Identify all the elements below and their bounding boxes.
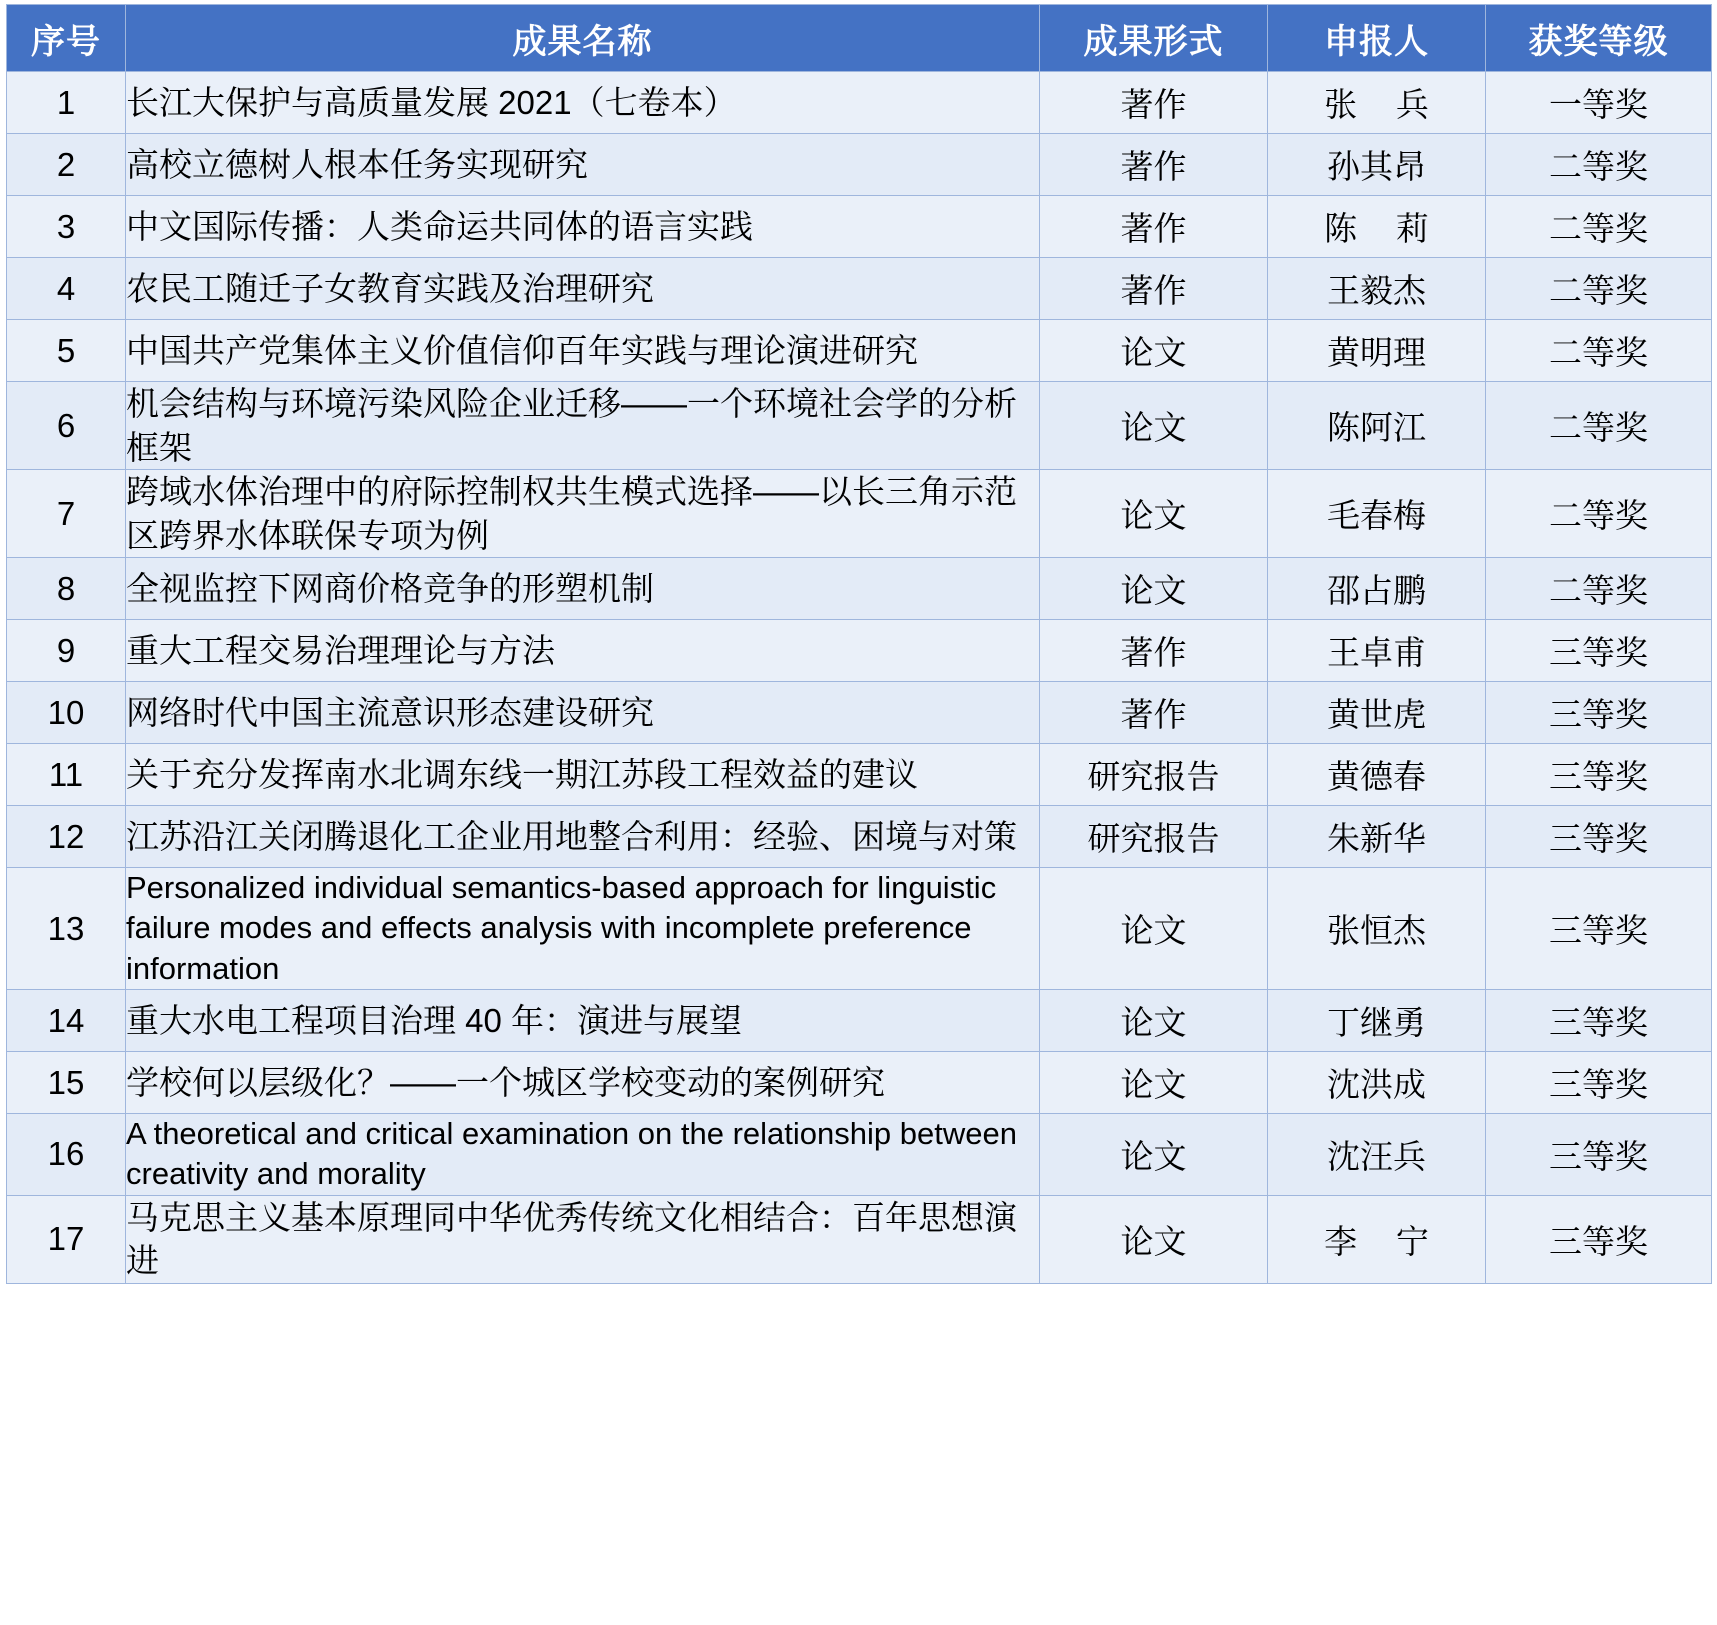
cell-person: 陈 莉 [1268,196,1486,258]
cell-title: Personalized individual semantics-based approach for linguistic failure modes and effects analysis with incomplete preference information [126,868,1040,990]
cell-award: 二等奖 [1486,558,1712,620]
cell-index: 15 [7,1052,126,1114]
cell-person: 邵占鹏 [1268,558,1486,620]
cell-form: 论文 [1040,470,1268,558]
cell-person: 丁继勇 [1268,990,1486,1052]
cell-title: 机会结构与环境污染风险企业迁移——一个环境社会学的分析框架 [126,382,1040,470]
cell-title: 全视监控下网商价格竞争的形塑机制 [126,558,1040,620]
cell-form: 论文 [1040,1195,1268,1283]
cell-award: 二等奖 [1486,320,1712,382]
cell-form: 论文 [1040,558,1268,620]
cell-index: 4 [7,258,126,320]
cell-index: 11 [7,744,126,806]
cell-index: 2 [7,134,126,196]
table-row [7,682,1712,744]
column-header-title: 成果名称 [126,5,1040,72]
cell-index: 1 [7,72,126,134]
cell-award: 三等奖 [1486,806,1712,868]
cell-award: 二等奖 [1486,258,1712,320]
table-row [7,806,1712,868]
table-row [7,744,1712,806]
cell-award: 一等奖 [1486,72,1712,134]
cell-title: 跨域水体治理中的府际控制权共生模式选择——以长三角示范区跨界水体联保专项为例 [126,470,1040,558]
cell-title: 重大工程交易治理理论与方法 [126,620,1040,682]
cell-title: 学校何以层级化？——一个城区学校变动的案例研究 [126,1052,1040,1114]
table-row [7,72,1712,134]
column-header-person: 申报人 [1268,5,1486,72]
cell-form: 著作 [1040,620,1268,682]
table-row [7,620,1712,682]
cell-index: 6 [7,382,126,470]
cell-award: 三等奖 [1486,620,1712,682]
cell-award: 二等奖 [1486,196,1712,258]
table-row [7,320,1712,382]
table-row [7,470,1712,558]
cell-index: 16 [7,1114,126,1196]
table-row [7,868,1712,990]
cell-person: 李 宁 [1268,1195,1486,1283]
cell-person: 陈阿江 [1268,382,1486,470]
cell-title: 马克思主义基本原理同中华优秀传统文化相结合：百年思想演进 [126,1195,1040,1283]
cell-award: 三等奖 [1486,1114,1712,1196]
table-header [7,5,1712,72]
table-row [7,382,1712,470]
table-row [7,1195,1712,1283]
cell-award: 三等奖 [1486,1052,1712,1114]
cell-person: 沈洪成 [1268,1052,1486,1114]
cell-title: 长江大保护与高质量发展 2021（七卷本） [126,72,1040,134]
cell-form: 著作 [1040,134,1268,196]
cell-index: 17 [7,1195,126,1283]
cell-index: 3 [7,196,126,258]
cell-title: 关于充分发挥南水北调东线一期江苏段工程效益的建议 [126,744,1040,806]
table-header-row [7,5,1712,72]
cell-person: 毛春梅 [1268,470,1486,558]
cell-form: 著作 [1040,72,1268,134]
cell-award: 二等奖 [1486,470,1712,558]
cell-index: 5 [7,320,126,382]
cell-person: 沈汪兵 [1268,1114,1486,1196]
table-row [7,196,1712,258]
cell-title: 网络时代中国主流意识形态建设研究 [126,682,1040,744]
table-row [7,990,1712,1052]
cell-index: 13 [7,868,126,990]
cell-person: 黄明理 [1268,320,1486,382]
cell-form: 论文 [1040,990,1268,1052]
cell-person: 王毅杰 [1268,258,1486,320]
cell-index: 8 [7,558,126,620]
cell-person: 王卓甫 [1268,620,1486,682]
cell-index: 10 [7,682,126,744]
table-row [7,558,1712,620]
cell-form: 论文 [1040,382,1268,470]
cell-title: 中文国际传播：人类命运共同体的语言实践 [126,196,1040,258]
cell-title: 中国共产党集体主义价值信仰百年实践与理论演进研究 [126,320,1040,382]
cell-award: 三等奖 [1486,1195,1712,1283]
cell-form: 论文 [1040,1052,1268,1114]
award-results-table [6,4,1712,1284]
cell-form: 论文 [1040,868,1268,990]
cell-index: 14 [7,990,126,1052]
cell-person: 黄德春 [1268,744,1486,806]
table-body [7,72,1712,1284]
cell-person: 朱新华 [1268,806,1486,868]
cell-form: 著作 [1040,258,1268,320]
cell-award: 三等奖 [1486,990,1712,1052]
cell-index: 12 [7,806,126,868]
table-row [7,1052,1712,1114]
cell-award: 三等奖 [1486,744,1712,806]
cell-person: 张恒杰 [1268,868,1486,990]
cell-title: 高校立德树人根本任务实现研究 [126,134,1040,196]
cell-index: 9 [7,620,126,682]
cell-form: 研究报告 [1040,806,1268,868]
cell-award: 二等奖 [1486,134,1712,196]
cell-award: 三等奖 [1486,868,1712,990]
cell-form: 著作 [1040,682,1268,744]
cell-person: 张 兵 [1268,72,1486,134]
cell-form: 著作 [1040,196,1268,258]
cell-person: 黄世虎 [1268,682,1486,744]
cell-form: 论文 [1040,320,1268,382]
cell-title: 农民工随迁子女教育实践及治理研究 [126,258,1040,320]
cell-award: 二等奖 [1486,382,1712,470]
cell-title: 重大水电工程项目治理 40 年：演进与展望 [126,990,1040,1052]
cell-index: 7 [7,470,126,558]
cell-title: A theoretical and critical examination on the relationship between creativity and morality [126,1114,1040,1196]
table-row [7,258,1712,320]
column-header-index: 序号 [7,5,126,72]
cell-form: 研究报告 [1040,744,1268,806]
column-header-form: 成果形式 [1040,5,1268,72]
cell-award: 三等奖 [1486,682,1712,744]
cell-person: 孙其昂 [1268,134,1486,196]
table-row [7,1114,1712,1196]
cell-title: 江苏沿江关闭腾退化工企业用地整合利用：经验、困境与对策 [126,806,1040,868]
cell-form: 论文 [1040,1114,1268,1196]
column-header-award: 获奖等级 [1486,5,1712,72]
table-row [7,134,1712,196]
